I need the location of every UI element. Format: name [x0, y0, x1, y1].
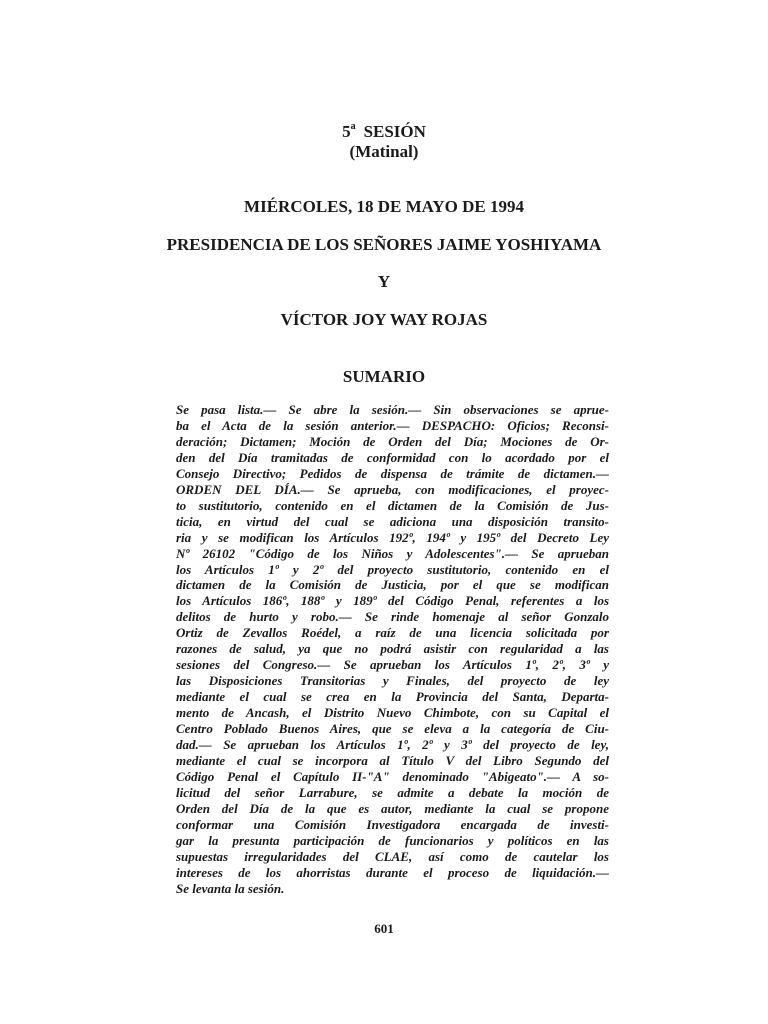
- summary-line: los Artículos 1º y 2º del proyecto sustitutorio, contenido en el: [176, 561, 609, 577]
- summary-line: ticia, en virtud del cual se adiciona una disposición transito-: [176, 513, 609, 529]
- summary-line: razones de salud, ya que no podrá asistir con regularidad a las: [176, 641, 609, 657]
- summary-line: gar la presunta participación de funcionarios y políticos en las: [176, 832, 609, 848]
- summary-line: ria y se modifican los Artículos 192º, 194º y 195º del Decreto Ley: [176, 529, 609, 545]
- summary-line: deración; Dictamen; Moción de Orden del Día; Mociones de Or-: [176, 433, 609, 449]
- summary-line: dad.— Se aprueban los Artículos 1º, 2º y 3º del proyecto de ley,: [176, 737, 609, 753]
- summary-line: Orden del Día de la que es autor, mediante la cual se propone: [176, 800, 609, 816]
- summary-line: mediante el cual se crea en la Provincia del Santa, Departa-: [176, 689, 609, 705]
- summary-line: mento de Ancash, el Distrito Nuevo Chimbote, con su Capital el: [176, 705, 609, 721]
- summary-text: [176, 402, 609, 897]
- session-type: (Matinal): [349, 142, 419, 161]
- page-number: 601: [374, 921, 394, 936]
- summary-line: intereses de los ahorristas durante el proceso de liquidación.—: [176, 864, 609, 880]
- summary-line: supuestas irregularidades del CLAE, así como de cautelar los: [176, 848, 609, 864]
- summary-line: mediante el cual se incorpora al Título V del Libro Segundo del: [176, 752, 609, 768]
- summary-line: to sustitutorio, contenido en el dictamen de la Comisión de Jus-: [176, 497, 609, 513]
- summary-line: ba el Acta de la sesión anterior.— DESPACHO: Oficios; Reconsi-: [176, 417, 609, 433]
- session-label: SESIÓN: [363, 122, 426, 141]
- summary-line: ORDEN DEL DÍA.— Se aprueba, con modificaciones, el proyec-: [176, 481, 609, 497]
- presidency-heading: PRESIDENCIA DE LOS SEÑORES JAIME YOSHIYAMA: [166, 235, 602, 254]
- summary-line: conformar una Comisión Investigadora encargada de investi-: [176, 816, 609, 832]
- summary-line: Se pasa lista.— Se abre la sesión.— Sin observaciones se aprue-: [176, 402, 609, 417]
- session-ordinal: a: [350, 121, 356, 132]
- summary-title: SUMARIO: [342, 367, 426, 386]
- session-date: MIÉRCOLES, 18 DE MAYO DE 1994: [244, 197, 524, 216]
- session-heading: [0, 122, 768, 142]
- summary-line: licitud del señor Larrabure, se admite a debate la moción de: [176, 784, 609, 800]
- summary-line: las Disposiciones Transitorias y Finales, del proyecto de ley: [176, 673, 609, 689]
- summary-line: Centro Poblado Buenos Aires, que se eleva a la categoría de Ciu-: [176, 721, 609, 737]
- summary-line: delitos de hurto y robo.— Se rinde homenaje al señor Gonzalo: [176, 609, 609, 625]
- summary-line: dictamen de la Comisión de Justicia, por el que se modifican: [176, 577, 609, 593]
- summary-line: Se levanta la sesión.: [176, 880, 285, 896]
- summary-line: los Artículos 186º, 188º y 189º del Código Penal, referentes a los: [176, 593, 609, 609]
- session-number: 5: [342, 122, 351, 141]
- summary-line: den del Día tramitadas de conformidad con lo acordado por el: [176, 449, 609, 465]
- summary-line: sesiones del Congreso.— Se aprueban los Artículos 1º, 2º, 3º y: [176, 657, 609, 673]
- second-president: VÍCTOR JOY WAY ROJAS: [280, 310, 488, 329]
- summary-line: Ortiz de Zevallos Roédel, a raíz de una licencia solicitada por: [176, 625, 609, 641]
- conjunction: Y: [377, 272, 391, 291]
- summary-line: Código Penal el Capítulo II-"A" denominado "Abigeato".— A so-: [176, 768, 609, 784]
- summary-line: Nº 26102 "Código de los Niños y Adolescentes".— Se aprueban: [176, 545, 609, 561]
- summary-line: Consejo Directivo; Pedidos de dispensa de trámite de dictamen.—: [176, 465, 609, 481]
